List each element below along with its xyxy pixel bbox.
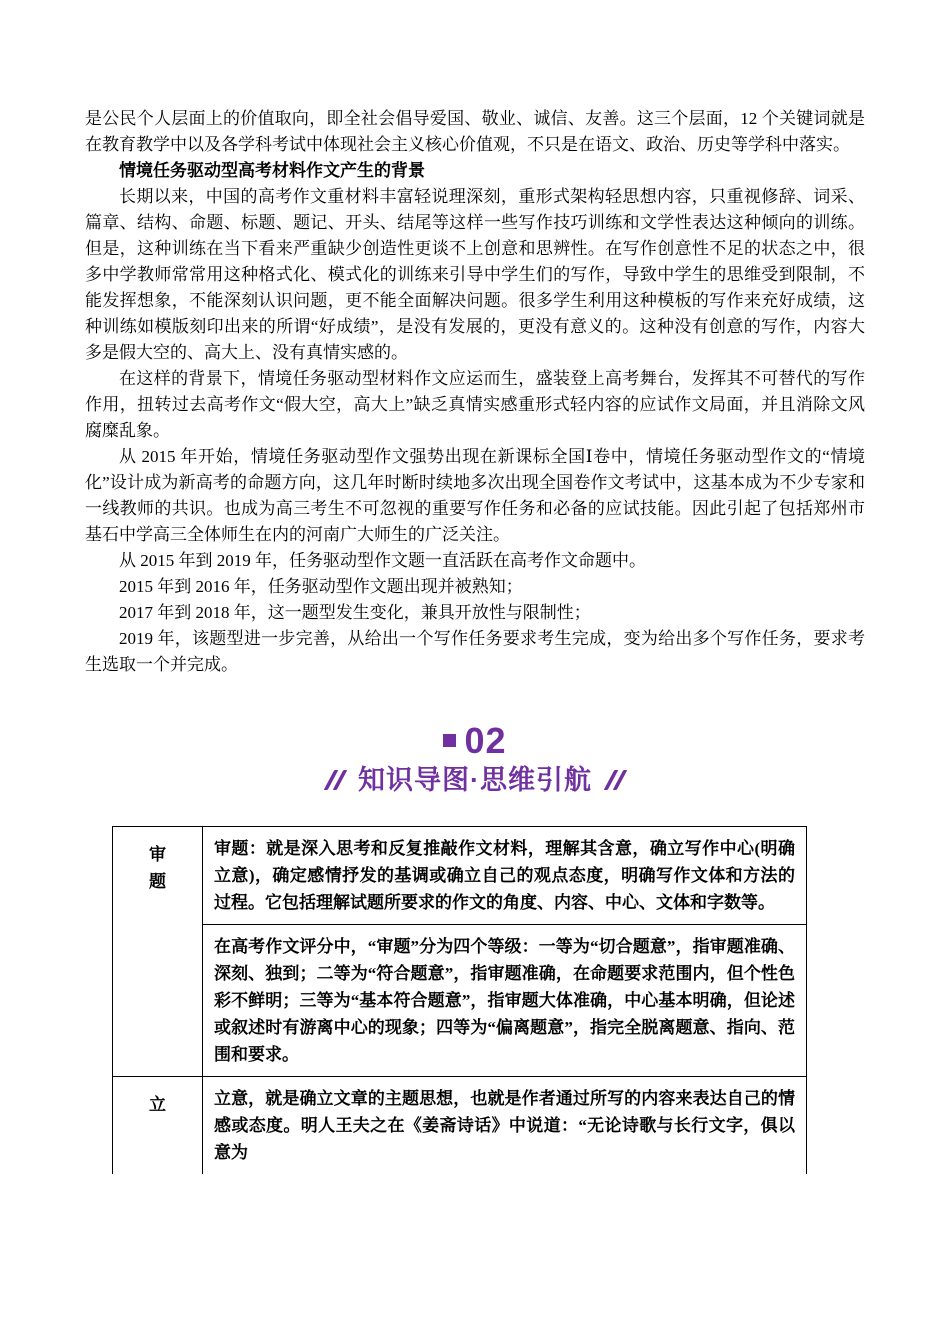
knowledge-table <box>112 826 807 1174</box>
table-label-cell <box>113 1077 203 1175</box>
body-paragraph: 2017 年到 2018 年，这一题型发生变化，兼具开放性与限制性； <box>119 603 591 622</box>
row-label-li: 立 <box>148 1095 166 1115</box>
left-slashes-icon <box>326 770 344 790</box>
table-label-cell <box>113 827 203 1077</box>
section-banner <box>85 722 865 796</box>
section-number-row <box>85 722 865 760</box>
table-row <box>113 827 807 925</box>
table-cell: 在高考作文评分中，“审题”分为四个等级：一等为“切合题意”，指审题准确、深刻、独到；二等为“符合题意”，指审题准确，在命题要求范围内，但个性色彩不鲜明；三等为“基本符合题意”，指审题大体准确，中心基本明确，但论述或叙述时有游离中心的现象；四等为“偏离题意”，指完全脱离题意、指向、范围和要求。 <box>203 925 807 1077</box>
body-paragraph: 2019 年，该题型进一步完善，从给出一个写作任务要求考生完成，变为给出多个写作任务，要求考生选取一个并完成。 <box>85 629 865 674</box>
body-paragraph: 在这样的背景下，情境任务驱动型材料作文应运而生，盛装登上高考舞台，发挥其不可替代的写作作用，扭转过去高考作文“假大空，高大上”缺乏真情实感重形式轻内容的应试作文局面，并且消除文风腐糜乱象。 <box>85 369 865 440</box>
section-number-square-icon <box>443 734 456 747</box>
section-number: 02 <box>464 720 507 761</box>
table-row <box>113 1077 807 1175</box>
continuation-paragraph: 是公民个人层面上的价值取向，即全社会倡导爱国、敬业、诚信、友善。这三个层面，12 个关键词就是在教育教学中以及各学科考试中体现社会主义核心价值观，不只是在语文、政治、历史等学科中落实。 <box>85 109 865 154</box>
background-section-heading: 情境任务驱动型高考材料作文产生的背景 <box>119 161 425 180</box>
body-paragraph: 从 2015 年到 2019 年，任务驱动型作文题一直活跃在高考作文命题中。 <box>119 551 646 570</box>
body-paragraph: 2015 年到 2016 年，任务驱动型作文题出现并被熟知； <box>119 577 523 596</box>
right-slashes-icon <box>606 770 624 790</box>
table-row <box>113 925 807 1077</box>
section-title: 知识导图·思维引航 <box>358 764 592 795</box>
section-title-row <box>85 764 865 796</box>
row-label-shenti: 审题 <box>148 845 166 892</box>
table-cell: 立意，就是确立文章的主题思想，也就是作者通过所写的内容来表达自己的情感或态度。明人王夫之在《姜斋诗话》中说道：“无论诗歌与长行文字，俱以意为 <box>203 1077 807 1175</box>
table-cell: 审题：就是深入思考和反复推敲作文材料，理解其含意，确立写作中心(明确立意)，确定感情抒发的基调或确立自己的观点态度，明确写作文体和方法的过程。它包括理解试题所要求的作文的角度、内容、中心、文体和字数等。 <box>203 827 807 925</box>
body-paragraph: 长期以来，中国的高考作文重材料丰富轻说理深刻，重形式架构轻思想内容，只重视修辞、词采、篇章、结构、命题、标题、题记、开头、结尾等这样一些写作技巧训练和文学性表达这种倾向的训练。但是，这种训练在当下看来严重缺少创造性更谈不上创意和思辨性。在写作创意性不足的状态之中，很多中学教师常常用这种格式化、模式化的训练来引导中学生们的写作，导致中学生的思维受到限制，不能发挥想象，不能深刻认识问题，更不能全面解决问题。很多学生利用这种模板的写作来充好成绩，这种训练如模版刻印出来的所谓“好成绩”，是没有发展的，更没有意义的。这种没有创意的写作，内容大多是假大空的、高大上、没有真情实感的。 <box>85 187 865 362</box>
body-paragraph: 从 2015 年开始，情境任务驱动型作文强势出现在新课标全国Ⅰ卷中，情境任务驱动型作文的“情境化”设计成为新高考的命题方向，这几年时断时续地多次出现全国卷作文考试中，这基本成为不少专家和一线教师的共识。也成为高三考生不可忽视的重要写作任务和必备的应试技能。因此引起了包括郑州市基石中学高三全体师生在内的河南广大师生的广泛关注。 <box>85 447 865 544</box>
